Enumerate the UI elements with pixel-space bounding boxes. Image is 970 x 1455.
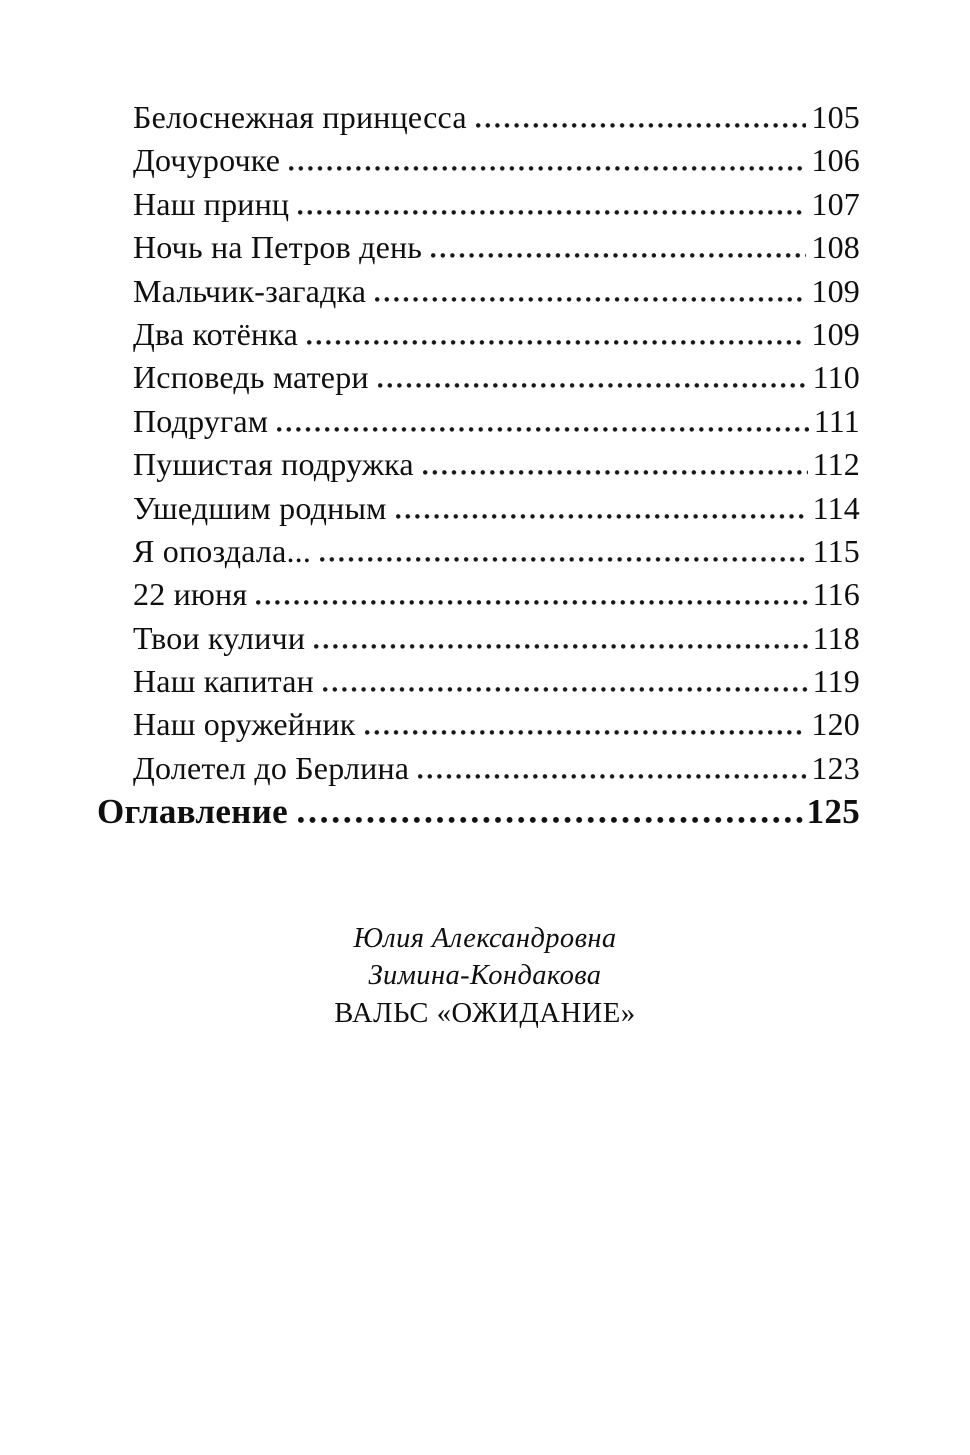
- toc-entry-title: Исповедь матери: [133, 359, 369, 396]
- author-name-line-2: Зимина-Кондакова: [368, 960, 602, 992]
- dot-leader: [476, 122, 807, 128]
- dot-leader: [365, 729, 807, 735]
- toc-entry-title: Наш принц: [133, 185, 290, 222]
- toc-entry-row: [133, 356, 860, 399]
- toc-entry-title: Два котёнка: [133, 315, 298, 352]
- dot-leader: [289, 165, 806, 171]
- dot-leader: [378, 382, 808, 388]
- table-of-contents: [133, 96, 860, 790]
- toc-entry-title: Наш оружейник: [133, 706, 356, 743]
- dot-leader: [418, 773, 806, 779]
- dot-leader: [277, 426, 809, 432]
- dot-leader: [314, 643, 807, 649]
- toc-entry-page-number: 116: [812, 576, 860, 613]
- dot-leader: [423, 469, 808, 475]
- toc-entry-page-number: 111: [813, 402, 860, 439]
- toc-entry-page-number: 119: [812, 663, 860, 700]
- toc-entry-title: Подругам: [133, 402, 269, 439]
- toc-entry-row: [133, 183, 860, 226]
- author-name-line-1: Юлия Александровна: [353, 922, 617, 954]
- dot-leader: [431, 252, 806, 258]
- toc-entry-title: Белоснежная принцесса: [133, 99, 467, 135]
- dot-leader: [396, 513, 808, 519]
- dot-leader: [298, 209, 806, 215]
- dot-leader: [375, 296, 806, 302]
- toc-entry-page-number: 110: [812, 359, 860, 396]
- toc-entry-title: Ушедшим родным: [133, 489, 387, 526]
- toc-entry-row: [133, 313, 860, 356]
- toc-summary-title: Оглавление: [97, 792, 288, 832]
- toc-entry-row: [133, 660, 860, 703]
- toc-entry-title: Пушистая подружка: [133, 446, 414, 483]
- toc-entry-row: [133, 573, 860, 616]
- toc-entry-page-number: 106: [811, 142, 860, 179]
- toc-entry-page-number: 120: [811, 706, 860, 743]
- toc-entry-row: [133, 96, 860, 139]
- toc-entry-row: [133, 400, 860, 443]
- toc-entry-row: [133, 443, 860, 486]
- toc-entry-page-number: 107: [811, 185, 860, 222]
- toc-entry-page-number: 109: [811, 315, 860, 352]
- toc-entry-page-number: 105: [811, 99, 860, 135]
- dot-leader: [307, 339, 806, 345]
- colophon: [0, 920, 970, 1033]
- toc-entry-row: [133, 487, 860, 530]
- toc-entry-title: Ночь на Петров день: [133, 229, 423, 266]
- toc-entry-title: Мальчик-загадка: [133, 272, 367, 309]
- toc-entry-row: [133, 617, 860, 660]
- dot-leader: [256, 599, 807, 605]
- toc-entry-title: Я опоздала...: [133, 532, 312, 569]
- dot-leader: [320, 556, 808, 562]
- toc-entry-page-number: 118: [812, 619, 860, 656]
- toc-entry-title: Наш капитан: [133, 663, 314, 700]
- toc-entry-title: Долетел до Берлина: [133, 749, 410, 786]
- toc-entry-page-number: 115: [812, 532, 860, 569]
- dot-leader: [298, 816, 805, 823]
- toc-entry-row: [133, 226, 860, 269]
- toc-entry-row: [133, 747, 860, 790]
- toc-entry-page-number: 114: [812, 489, 860, 526]
- toc-summary-row: [97, 790, 860, 833]
- toc-entry-page-number: 112: [812, 446, 860, 483]
- book-title: ВАЛЬС «ОЖИДАНИЕ»: [334, 997, 636, 1029]
- toc-entry-row: [133, 530, 860, 573]
- toc-entry-title: Дочурочке: [133, 142, 281, 179]
- toc-entry-page-number: 108: [811, 229, 860, 266]
- toc-entry-page-number: 123: [811, 749, 860, 786]
- toc-entry-row: [133, 139, 860, 182]
- dot-leader: [323, 686, 808, 692]
- toc-entry-title: Твои куличи: [133, 619, 306, 656]
- toc-entry-title: 22 июня: [133, 576, 248, 613]
- toc-entry-row: [133, 270, 860, 313]
- toc-summary-page-number: 125: [806, 792, 860, 832]
- toc-entry-row: [133, 703, 860, 746]
- toc-entry-page-number: 109: [811, 272, 860, 309]
